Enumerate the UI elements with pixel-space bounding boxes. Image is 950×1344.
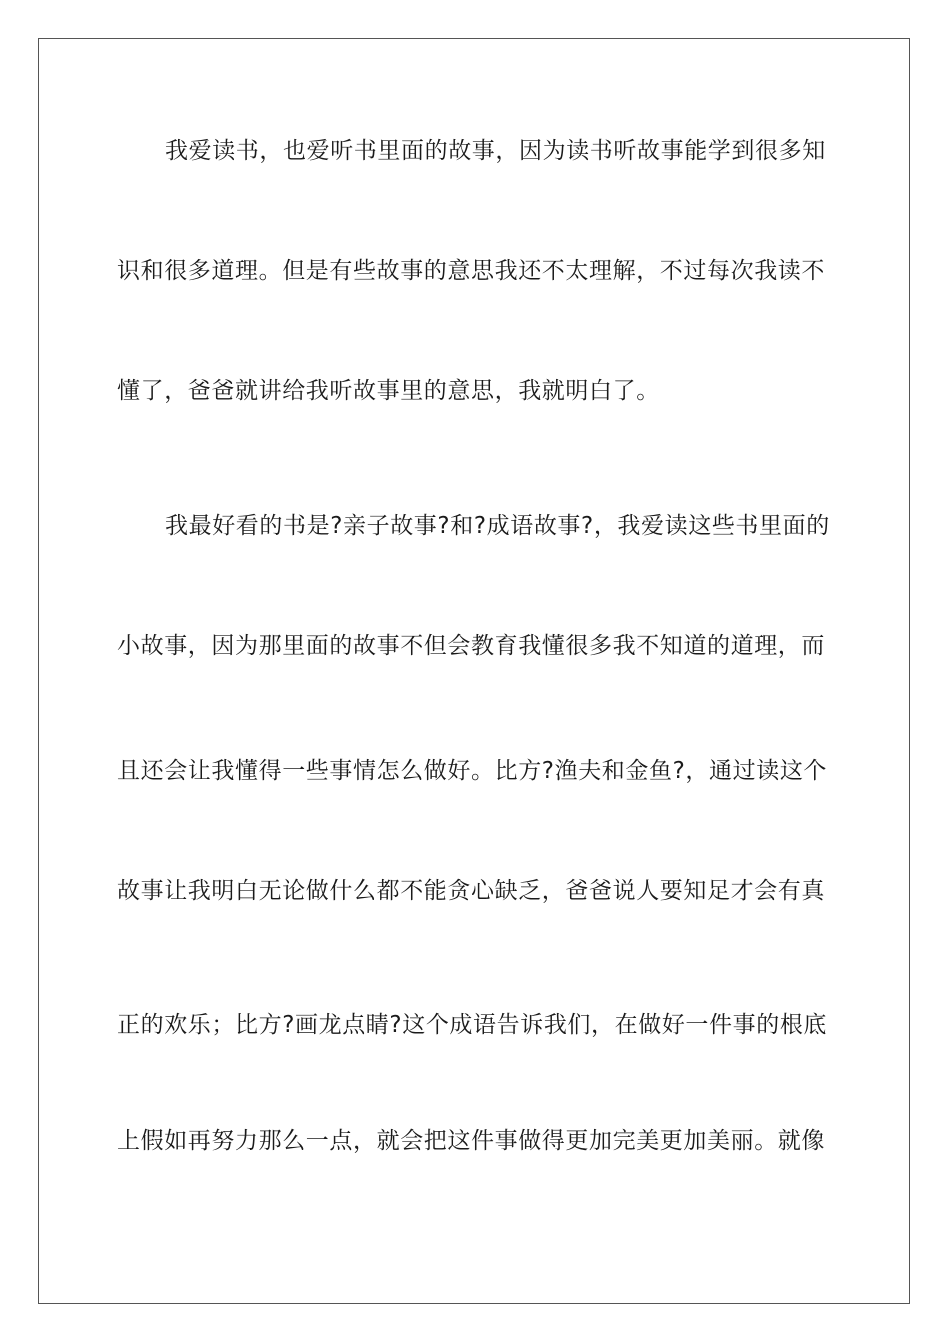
text-line-8: 正的欢乐；比方?画龙点睛?这个成语告诉我们，在做好一件事的根底 [117,1012,828,1038]
text-line-5: 小故事，因为那里面的故事不但会教育我懂很多我不知道的道理，而 [117,633,825,659]
text-line-6: 且还会让我懂得一些事情怎么做好。比方?渔夫和金鱼?，通过读这个 [117,758,828,784]
page-border [38,38,910,1304]
text-line-3: 懂了，爸爸就讲给我听故事里的意思，我就明白了。 [117,378,660,404]
text-line-2: 识和很多道理。但是有些故事的意思我还不太理解，不过每次我读不 [117,258,825,284]
text-line-1: 我爱读书，也爱听书里面的故事，因为读书听故事能学到很多知 [165,138,826,164]
text-line-7: 故事让我明白无论做什么都不能贪心缺乏，爸爸说人要知足才会有真 [117,878,825,904]
text-line-4: 我最好看的书是?亲子故事?和?成语故事?，我爱读这些书里面的 [165,513,830,539]
text-line-9: 上假如再努力那么一点，就会把这件事做得更加完美更加美丽。就像 [117,1128,825,1154]
